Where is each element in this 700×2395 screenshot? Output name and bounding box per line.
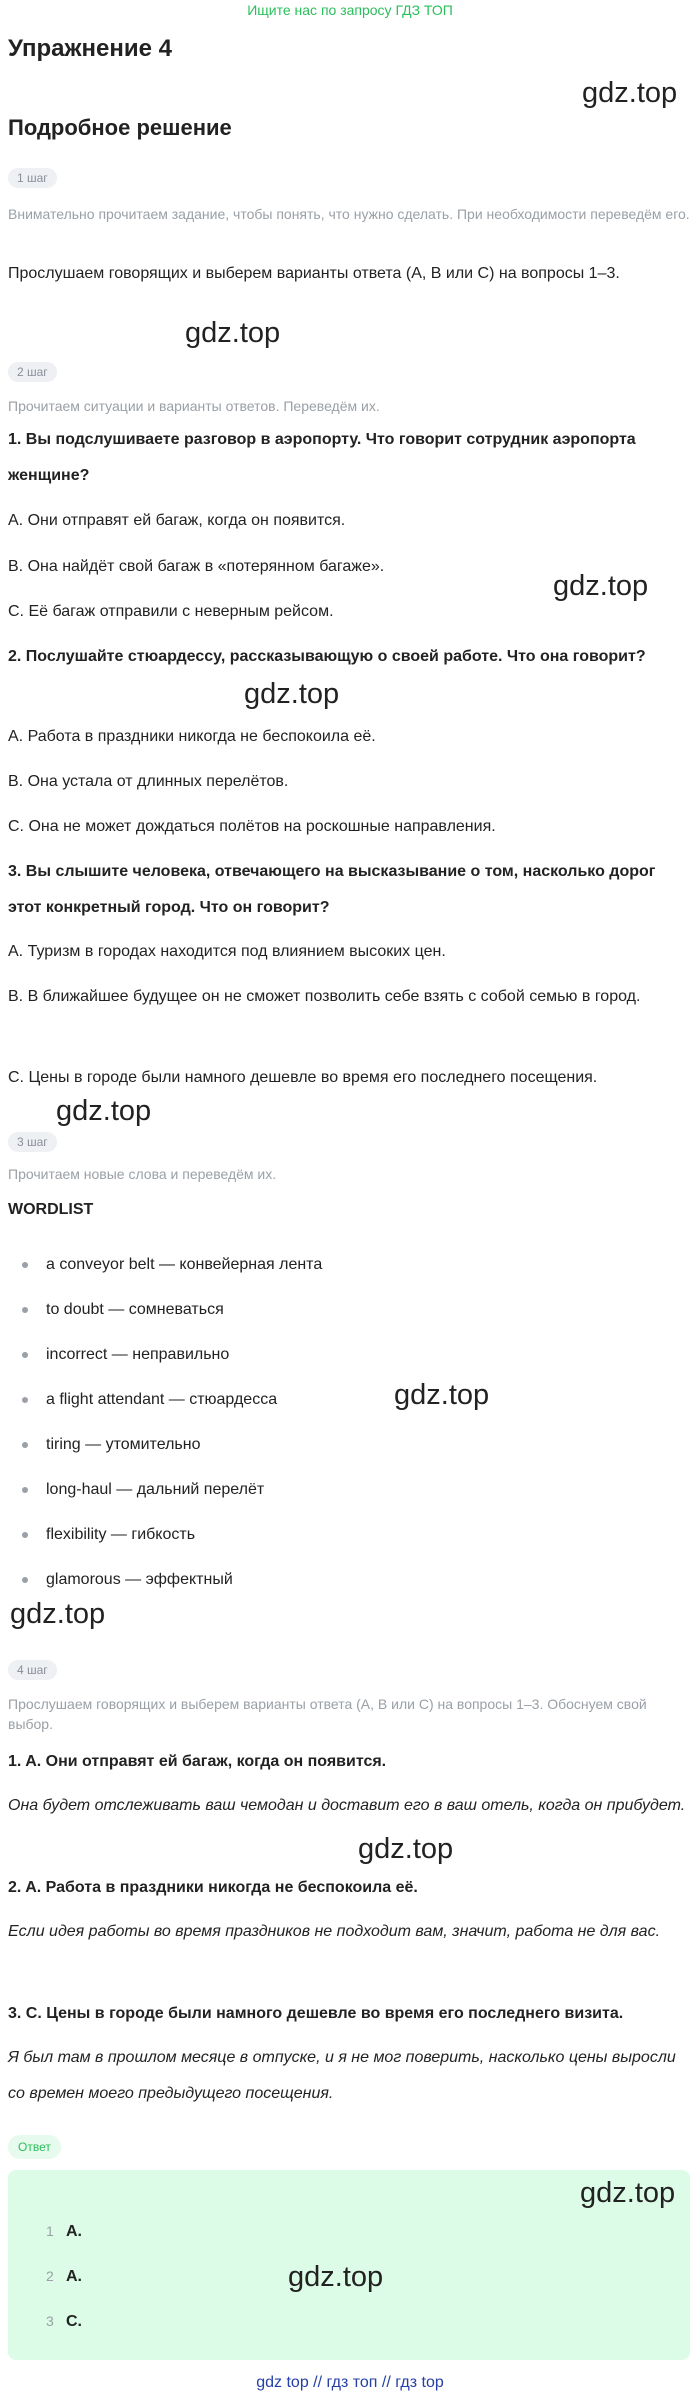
option: C. Цены в городе были намного дешевле во время его последнего посещения. bbox=[8, 1069, 598, 1086]
task-text: Прослушаем говорящих и выберем варианты ответа (A, B или C) на вопросы 1–3. bbox=[8, 265, 620, 282]
option: C. Она не может дождаться полётов на роскошные направления. bbox=[8, 818, 496, 835]
footer-link[interactable]: гдз top bbox=[395, 2374, 444, 2391]
question: 1. Вы подслушиваете разговор в аэропорту. Что говорит сотрудник аэропорта женщине? bbox=[8, 431, 636, 484]
option: B. Она найдёт свой багаж в «потерянном багаже». bbox=[8, 558, 385, 575]
answer-heading: 1. A. Они отправят ей багаж, когда он появится. bbox=[8, 1753, 387, 1770]
footer-link[interactable]: гдз топ bbox=[326, 2374, 378, 2391]
watermark: gdz.top bbox=[582, 77, 678, 109]
promo-banner[interactable]: Ищите нас по запросу ГДЗ ТОП bbox=[247, 2, 453, 18]
option: A. Они отправят ей багаж, когда он появится. bbox=[8, 512, 346, 529]
bullet-icon bbox=[22, 1442, 28, 1448]
watermark: gdz.top bbox=[288, 2261, 384, 2293]
footer-separator: // bbox=[313, 2374, 323, 2391]
answer-explanation: Если идея работы во время праздников не подходит вам, значит, работа не для вас. bbox=[8, 1923, 661, 1940]
bullet-icon bbox=[22, 1577, 28, 1583]
step-note: Внимательно прочитаем задание, чтобы понять, что нужно сделать. При необходимости переведём его. bbox=[8, 206, 690, 222]
watermark: gdz.top bbox=[56, 1095, 152, 1127]
option: A. Туризм в городах находится под влиянием высоких цен. bbox=[8, 943, 446, 960]
option: C. Её багаж отправили с неверным рейсом. bbox=[8, 603, 334, 620]
bullet-icon bbox=[22, 1532, 28, 1538]
page-title: Упражнение 4 bbox=[8, 35, 172, 62]
option: A. Работа в праздники никогда не беспокоила её. bbox=[8, 728, 376, 745]
watermark: gdz.top bbox=[394, 1379, 490, 1411]
watermark: gdz.top bbox=[553, 570, 649, 602]
option: B. Она устала от длинных перелётов. bbox=[8, 773, 289, 790]
option: B. В ближайшее будущее он не сможет позволить себе взять с собой семью в город. bbox=[8, 988, 641, 1005]
step-note: Прочитаем новые слова и переведём их. bbox=[8, 1166, 277, 1182]
step-badge: 3 шаг bbox=[8, 1132, 690, 1152]
watermark: gdz.top bbox=[185, 317, 281, 349]
answer-row: 3 C. bbox=[46, 2313, 82, 2330]
bullet-icon bbox=[22, 1307, 28, 1313]
bullet-icon bbox=[22, 1397, 28, 1403]
step-note: Прослушаем говорящих и выберем варианты ответа (A, B или C) на вопросы 1–3. Обоснуем свой выбор. bbox=[8, 1696, 647, 1732]
footer-separator: // bbox=[381, 2374, 391, 2391]
answer-row: 2 A. bbox=[46, 2268, 82, 2285]
bullet-icon bbox=[22, 1262, 28, 1268]
watermark: gdz.top bbox=[580, 2177, 676, 2209]
wordlist-title: WORDLIST bbox=[8, 1201, 94, 1218]
watermark: gdz.top bbox=[10, 1598, 106, 1630]
watermark: gdz.top bbox=[358, 1833, 454, 1865]
step-note: Прочитаем ситуации и варианты ответов. Переведём их. bbox=[8, 398, 380, 414]
bullet-icon bbox=[22, 1352, 28, 1358]
answer-badge: Ответ bbox=[8, 2135, 690, 2159]
watermark: gdz.top bbox=[244, 678, 340, 710]
question: 3. Вы слышите человека, отвечающего на высказывание о том, насколько дорог этот конкретный город. Что он говорит? bbox=[8, 863, 656, 916]
answer-explanation: Я был там в прошлом месяце в отпуске, и я не мог поверить, насколько цены выросли со времен моего предыдущего посещения. bbox=[8, 2049, 676, 2102]
step-badge: 1 шаг bbox=[8, 168, 690, 188]
question: 2. Послушайте стюардессу, рассказывающую о своей работе. Что она говорит? bbox=[8, 648, 646, 665]
answer-row: 1 A. bbox=[46, 2223, 82, 2240]
step-badge: 2 шаг bbox=[8, 362, 690, 382]
footer-link[interactable]: gdz top bbox=[256, 2374, 309, 2391]
step-badge: 4 шаг bbox=[8, 1660, 690, 1680]
answer-heading: 2. A. Работа в праздники никогда не беспокоила её. bbox=[8, 1879, 418, 1896]
answer-explanation: Она будет отслеживать ваш чемодан и доставит его в ваш отель, когда он прибудет. bbox=[8, 1797, 686, 1814]
footer-links bbox=[0, 2370, 700, 2395]
answer-heading: 3. C. Цены в городе были намного дешевле во время его последнего визита. bbox=[8, 2005, 624, 2022]
section-title: Подробное решение bbox=[8, 115, 232, 140]
bullet-icon bbox=[22, 1487, 28, 1493]
